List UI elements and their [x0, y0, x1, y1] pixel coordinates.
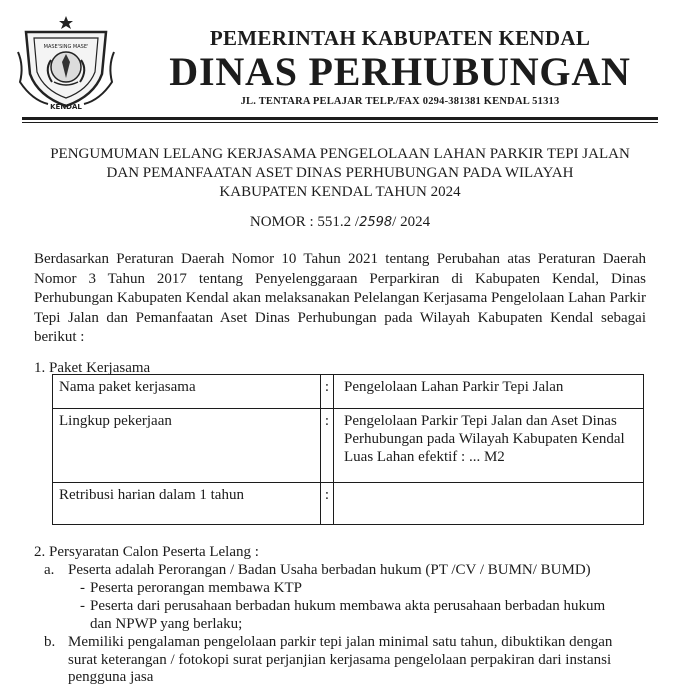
kendal-regency-emblem-icon [14, 12, 118, 114]
requirement-a [44, 562, 654, 580]
sub-requirement-a1 [80, 580, 650, 598]
list-marker: b. [44, 634, 56, 650]
row-colon: : [321, 375, 334, 409]
letterhead-rule-thin [22, 122, 658, 123]
nomor-prefix: NOMOR : 551.2 / [249, 214, 360, 230]
government-name: PEMERINTAH KABUPATEN KENDAL [209, 26, 591, 50]
title-line: PENGUMUMAN LELANG KERJASAMA PENGELOLAAN LAHAN PARKIR TEPI JALAN [50, 146, 630, 162]
requirement-text: Peserta adalah Perorangan / Badan Usaha berbadan hukum (PT /CV / BUMN/ BUMD) [68, 562, 591, 578]
emblem-motto-text: MASE'SING MASE' [43, 44, 89, 50]
row-value [334, 483, 644, 525]
row-colon: : [321, 483, 334, 525]
table-row [53, 483, 644, 525]
list-marker: a. [44, 562, 55, 578]
value-line: Perhubungan pada Wilayah Kabupaten Kendal [344, 431, 625, 447]
requirement-line: surat keterangan / fotokopi surat perjanjian kerjasama pengelolaan perpakiran dari instansi [68, 651, 612, 668]
paket-kerjasama-table [52, 374, 644, 525]
value-line: Pengelolaan Parkir Tepi Jalan dan Aset Dinas [344, 413, 617, 429]
title-line: KABUPATEN KENDAL TAHUN 2024 [219, 184, 461, 200]
row-value [334, 409, 644, 483]
section-1-heading: 1. Paket Kerjasama [34, 360, 151, 376]
title-line: DAN PEMANFAATAN ASET DINAS PERHUBUNGAN PADA WILAYAH [106, 165, 574, 181]
requirement-line: pengguna jasa [68, 669, 154, 685]
requirement-line: Memiliki pengalaman pengelolaan parkir tepi jalan minimal satu tahun, dibuktikan dengan [68, 634, 613, 650]
agency-name: DINAS PERHUBUNGAN [169, 49, 631, 94]
letterhead-rule-thick [22, 117, 658, 120]
row-label: Retribusi harian dalam 1 tahun [53, 483, 321, 525]
row-colon: : [321, 409, 334, 483]
row-label: Nama paket kerjasama [53, 375, 321, 409]
row-value [334, 375, 644, 409]
row-label: Lingkup pekerjaan [53, 409, 321, 483]
sub-requirement-line: Peserta dari perusahaan berbadan hukum membawa akta perusahaan berbadan hukum [90, 598, 606, 614]
emblem-name-text: KENDAL [50, 103, 82, 111]
value-line: Luas Lahan efektif : ... M2 [344, 449, 505, 465]
table-row [53, 409, 644, 483]
sub-requirement-line: dan NPWP yang berlaku; [90, 615, 243, 632]
sub-requirement-a2 [80, 598, 650, 633]
intro-paragraph: Berdasarkan Peraturan Daerah Nomor 10 Tahun 2021 tentang Perubahan atas Peraturan Daerah Nomor 3 Tahun 2017 tentang Penyelenggaraan Perparkiran di Kabupaten Kendal, Dinas Perhubungan Kabupaten Kendal akan melaksanakan Pelelangan Kerjasama Pengelolaan Lahan Parkir Tepi Jalan dan Pemanfaatan Aset Dinas Perhubungan pada Wilayah Kabupaten Kendal sebagai berikut : [34, 251, 646, 345]
value-line: Pengelolaan Lahan Parkir Tepi Jalan [344, 379, 564, 395]
nomor-handwritten: 2598 [359, 215, 393, 230]
announcement-title [20, 145, 660, 202]
table-row [53, 375, 644, 409]
section-2-heading: 2. Persyaratan Calon Peserta Lelang : [34, 544, 259, 560]
agency-address: JL. TENTARA PELAJAR TELP./FAX 0294-381381 KENDAL 51313 [240, 96, 560, 107]
list-marker: - [80, 598, 85, 614]
nomor-suffix: / 2024 [392, 214, 431, 230]
requirement-b [44, 634, 654, 687]
document-number [20, 214, 660, 231]
list-marker: - [80, 580, 85, 596]
sub-requirement-text: Peserta perorangan membawa KTP [90, 580, 303, 596]
